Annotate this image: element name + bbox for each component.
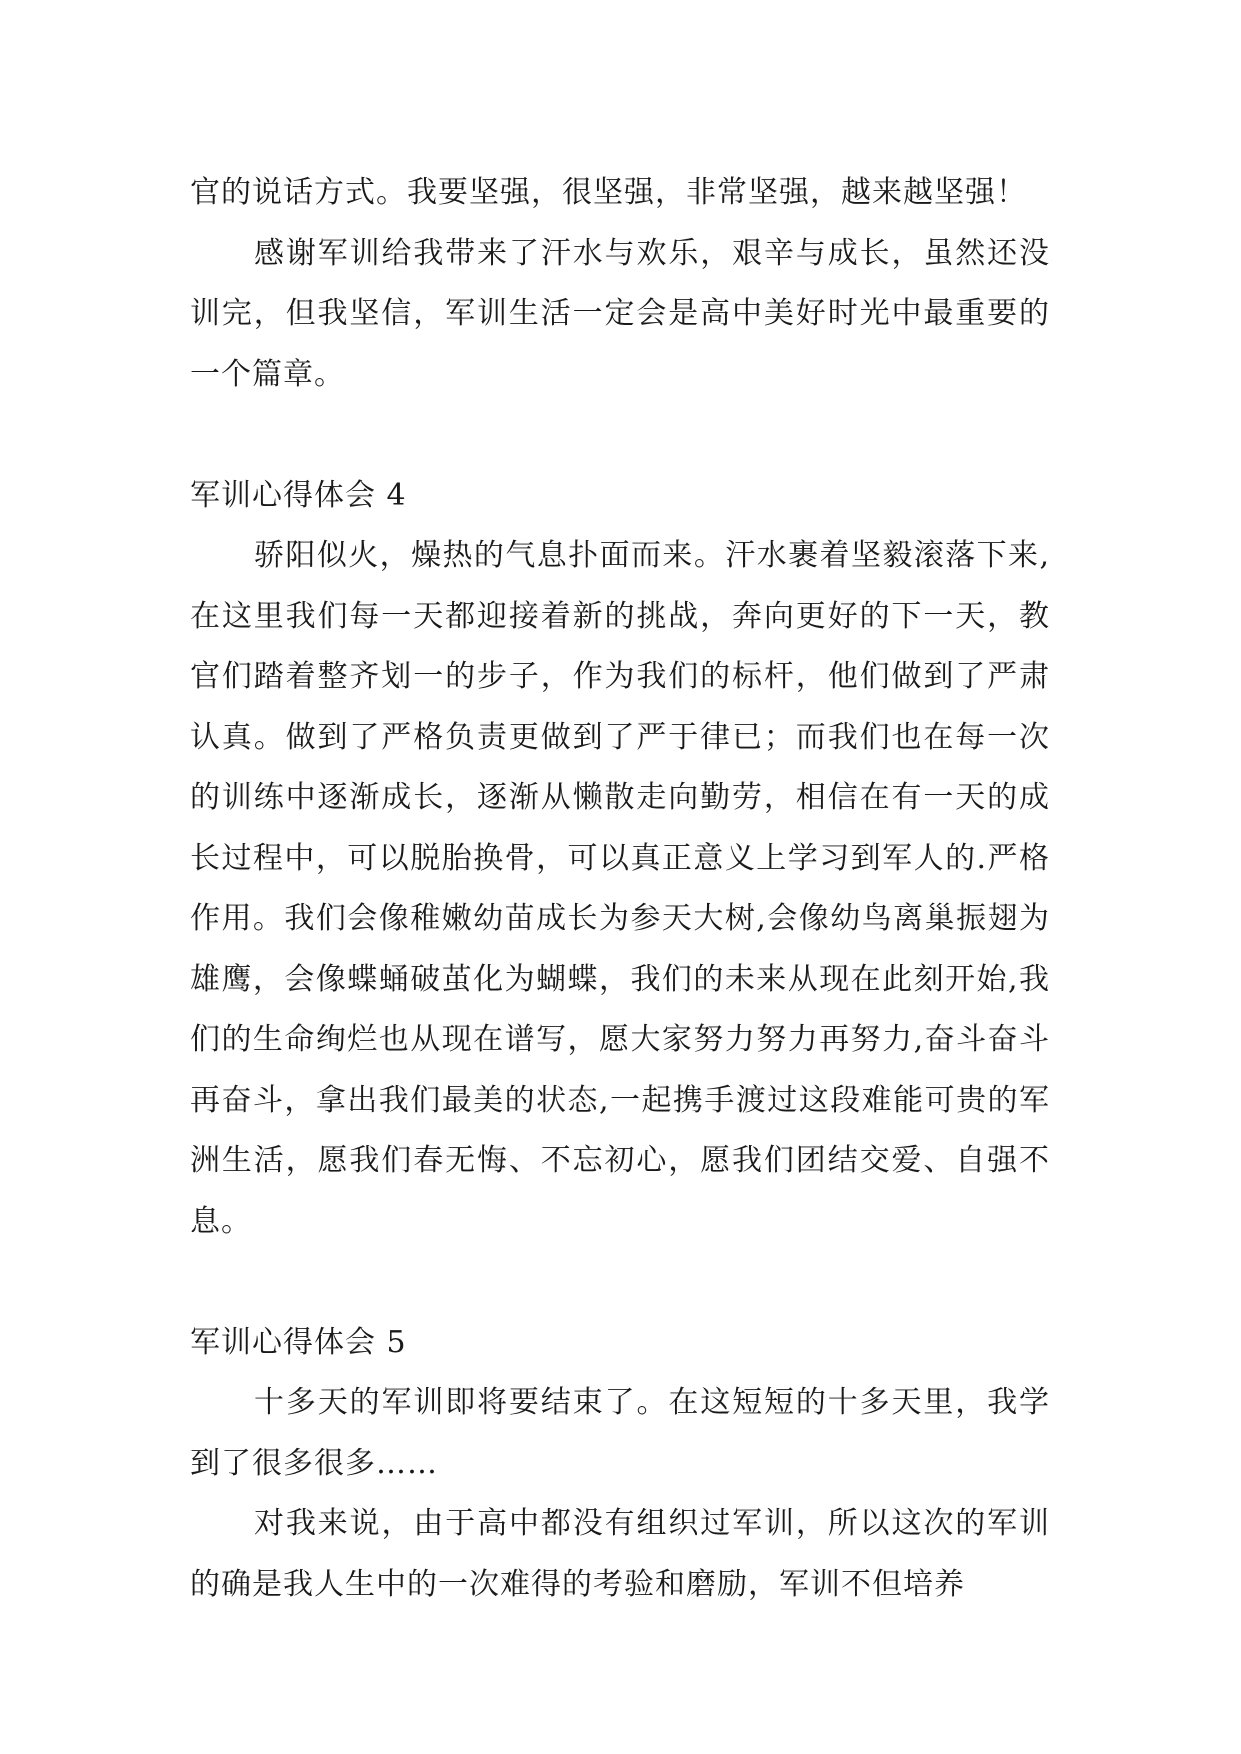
paragraph-section-4: 骄阳似火，燥热的气息扑面而来。汗水裹着坚毅滚落下来,在这里我们每一天都迎接着新的挑战，奔向更好的下一天，教官们踏着整齐划一的步子，作为我们的标杆，他们做到了严肃认真。做到了严格负责更做到了严于律已；而我们也在每一次的训练中逐渐成长，逐渐从懒散走向勤劳，相信在有一天的成长过程中，可以脱胎换骨，可以真正意义上学习到军人的.严格作用。我们会像稚嫩幼苗成长为参天大树,会像幼鸟离巢振翅为雄鹰，会像蝶蛹破茧化为蝴蝶，我们的未来从现在此刻开始,我们的生命绚烂也从现在谱写，愿大家努力努力再努力,奋斗奋斗再奋斗，拿出我们最美的状态,一起携手渡过这段难能可贵的军洲生活，愿我们春无悔、不忘初心，愿我们团结交爱、自强不息。	[190, 538, 1050, 1239]
paragraph-thanks: 感谢军训给我带来了汗水与欢乐，艰辛与成长，虽然还没训完，但我坚信，军训生活一定会是高中美好时光中最重要的一个篇章。	[190, 235, 1050, 392]
section-gap	[190, 405, 1050, 466]
paragraph-section-5-body: 对我来说，由于高中都没有组织过军训，所以这次的军训的确是我人生中的一次难得的考验和磨励，军训不但培养	[190, 1506, 1050, 1602]
section-heading-5: 军训心得体会 5	[190, 1325, 407, 1360]
document-body	[190, 163, 1050, 1615]
paragraph-continued: 官的说话方式。我要坚强，很坚强，非常坚强，越来越坚强！	[190, 175, 1027, 210]
section-heading-4: 军训心得体会 4	[190, 478, 407, 513]
paragraph-section-5-intro: 十多天的军训即将要结束了。在这短短的十多天里，我学到了很多很多……	[190, 1385, 1050, 1481]
section-gap	[190, 1252, 1050, 1313]
